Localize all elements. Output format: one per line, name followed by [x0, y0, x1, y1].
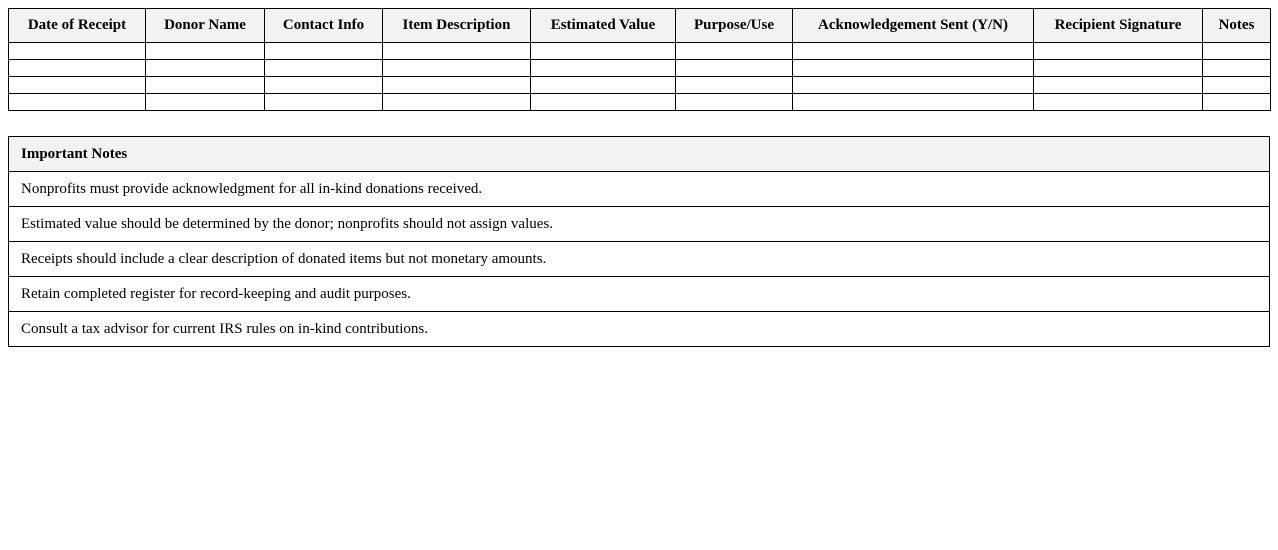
table-row — [9, 94, 1271, 111]
table-cell[interactable] — [531, 43, 676, 60]
column-header-recipient-signature: Recipient Signature — [1034, 9, 1203, 43]
important-notes-table — [8, 136, 1270, 347]
table-cell[interactable] — [676, 43, 793, 60]
column-header-item-description: Item Description — [383, 9, 531, 43]
table-cell[interactable] — [9, 94, 146, 111]
list-item — [9, 172, 1270, 207]
notes-heading: Important Notes — [9, 137, 1270, 172]
table-cell[interactable] — [146, 94, 265, 111]
table-cell[interactable] — [146, 43, 265, 60]
list-item — [9, 242, 1270, 277]
table-cell[interactable] — [1203, 77, 1271, 94]
list-item — [9, 312, 1270, 347]
table-cell[interactable] — [793, 60, 1034, 77]
column-header-contact-info: Contact Info — [265, 9, 383, 43]
list-item — [9, 207, 1270, 242]
table-cell[interactable] — [1034, 43, 1203, 60]
table-cell[interactable] — [383, 43, 531, 60]
note-text: Nonprofits must provide acknowledgment for all in-kind donations received. — [9, 172, 1270, 207]
table-cell[interactable] — [676, 77, 793, 94]
column-header-estimated-value: Estimated Value — [531, 9, 676, 43]
column-header-notes: Notes — [1203, 9, 1271, 43]
list-item — [9, 277, 1270, 312]
note-text: Estimated value should be determined by the donor; nonprofits should not assign values. — [9, 207, 1270, 242]
table-cell[interactable] — [531, 77, 676, 94]
table-cell[interactable] — [9, 43, 146, 60]
note-text: Consult a tax advisor for current IRS rules on in-kind contributions. — [9, 312, 1270, 347]
table-row — [9, 60, 1271, 77]
table-cell[interactable] — [383, 77, 531, 94]
table-cell[interactable] — [531, 60, 676, 77]
table-cell[interactable] — [1203, 43, 1271, 60]
table-cell[interactable] — [1034, 60, 1203, 77]
table-cell[interactable] — [9, 60, 146, 77]
table-cell[interactable] — [793, 43, 1034, 60]
table-cell[interactable] — [676, 60, 793, 77]
table-cell[interactable] — [676, 94, 793, 111]
notes-header-row — [9, 137, 1270, 172]
table-cell[interactable] — [1203, 94, 1271, 111]
table-cell[interactable] — [146, 77, 265, 94]
table-cell[interactable] — [1203, 60, 1271, 77]
table-cell[interactable] — [265, 94, 383, 111]
table-cell[interactable] — [793, 94, 1034, 111]
table-cell[interactable] — [1034, 94, 1203, 111]
table-cell[interactable] — [265, 60, 383, 77]
table-row — [9, 43, 1271, 60]
table-cell[interactable] — [265, 43, 383, 60]
column-header-acknowledgement-sent: Acknowledgement Sent (Y/N) — [793, 9, 1034, 43]
register-header-row — [9, 9, 1271, 43]
table-cell[interactable] — [146, 60, 265, 77]
table-cell[interactable] — [383, 94, 531, 111]
donation-register-table — [8, 8, 1271, 111]
column-header-purpose-use: Purpose/Use — [676, 9, 793, 43]
column-header-donor-name: Donor Name — [146, 9, 265, 43]
table-cell[interactable] — [793, 77, 1034, 94]
table-cell[interactable] — [383, 60, 531, 77]
column-header-date-of-receipt: Date of Receipt — [9, 9, 146, 43]
note-text: Receipts should include a clear description of donated items but not monetary amounts. — [9, 242, 1270, 277]
table-cell[interactable] — [531, 94, 676, 111]
table-cell[interactable] — [1034, 77, 1203, 94]
table-cell[interactable] — [265, 77, 383, 94]
table-cell[interactable] — [9, 77, 146, 94]
note-text: Retain completed register for record-keeping and audit purposes. — [9, 277, 1270, 312]
table-row — [9, 77, 1271, 94]
